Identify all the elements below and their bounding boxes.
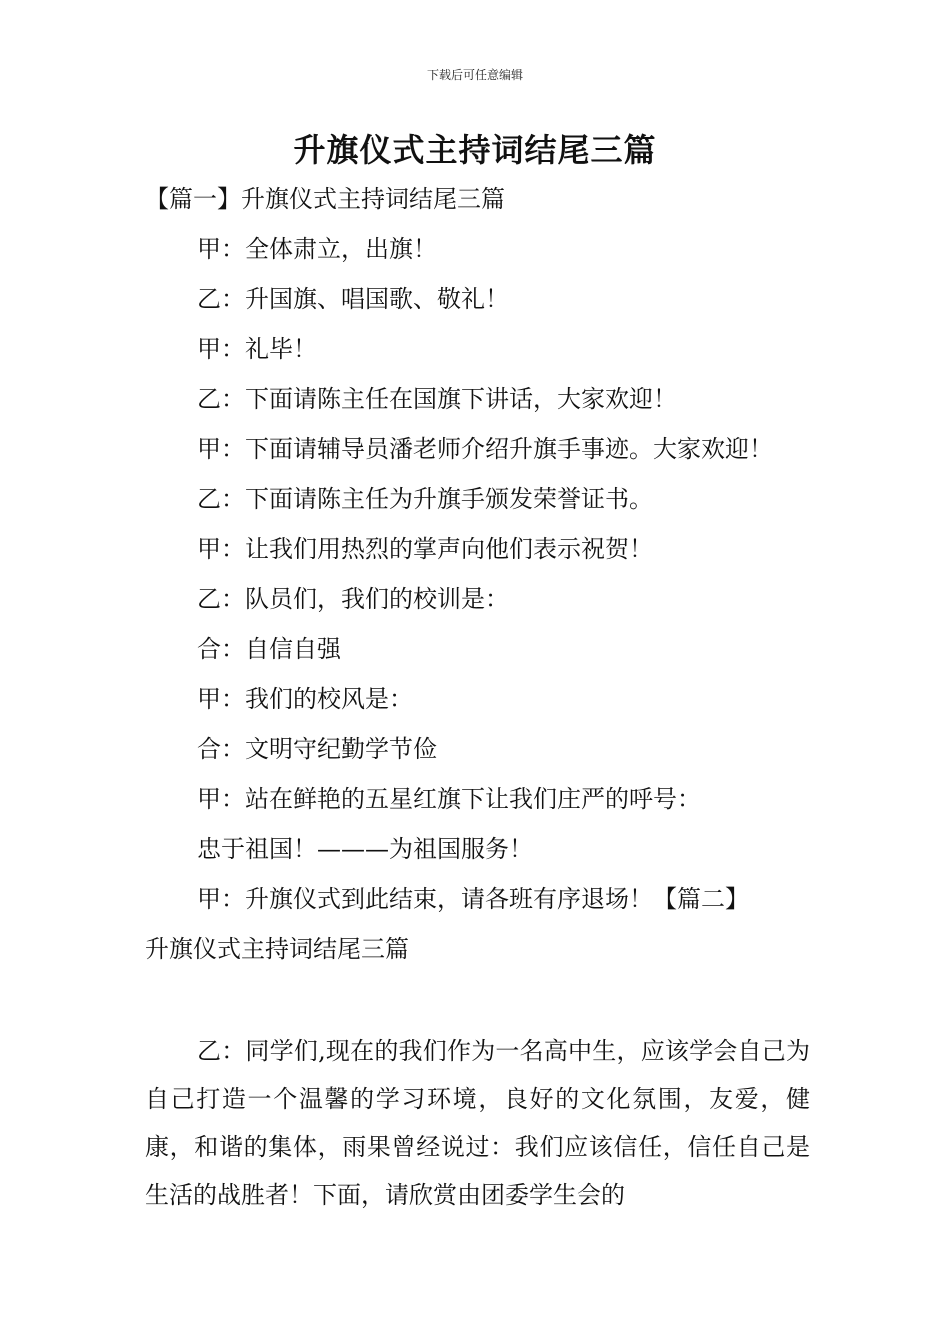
script-line: 甲：升旗仪式到此结束，请各班有序退场！【篇二】 — [197, 885, 749, 913]
script-line: 甲：让我们用热烈的掌声向他们表示祝贺！ — [197, 535, 653, 563]
script-line: 甲：站在鲜艳的五星红旗下让我们庄严的呼号： — [197, 785, 701, 813]
section-heading-1: 【篇一】升旗仪式主持词结尾三篇 — [145, 185, 505, 213]
script-line: 乙：下面请陈主任为升旗手颁发荣誉证书。 — [197, 485, 653, 513]
section-heading-2: 升旗仪式主持词结尾三篇 — [145, 935, 409, 963]
script-line: 乙：升国旗、唱国歌、敬礼！ — [197, 285, 509, 313]
script-line: 甲：下面请辅导员潘老师介绍升旗手事迹。大家欢迎！ — [197, 435, 773, 463]
script-line: 乙：队员们，我们的校训是： — [197, 585, 509, 613]
body-paragraph: 乙：同学们,现在的我们作为一名高中生，应该学会自己为自己打造一个温馨的学习环境，良好的文化氛围，友爱，健康，和谐的集体，雨果曾经说过：我们应该信任，信任自己是生活的战胜者！下面，请欣赏由团委学生会的 — [145, 1037, 810, 1209]
script-line: 合：自信自强 — [197, 635, 341, 663]
script-line: 甲：全体肃立，出旗！ — [197, 235, 437, 263]
script-line: 甲：我们的校风是： — [197, 685, 413, 713]
header-note: 下载后可任意编辑 — [426, 68, 523, 82]
document-title: 升旗仪式主持词结尾三篇 — [293, 131, 657, 169]
script-line: 乙：下面请陈主任在国旗下讲话，大家欢迎！ — [197, 385, 677, 413]
script-line: 合：文明守纪勤学节俭 — [197, 735, 437, 763]
script-line: 忠于祖国！———为祖国服务！ — [197, 835, 533, 863]
script-line: 甲：礼毕！ — [197, 335, 317, 363]
